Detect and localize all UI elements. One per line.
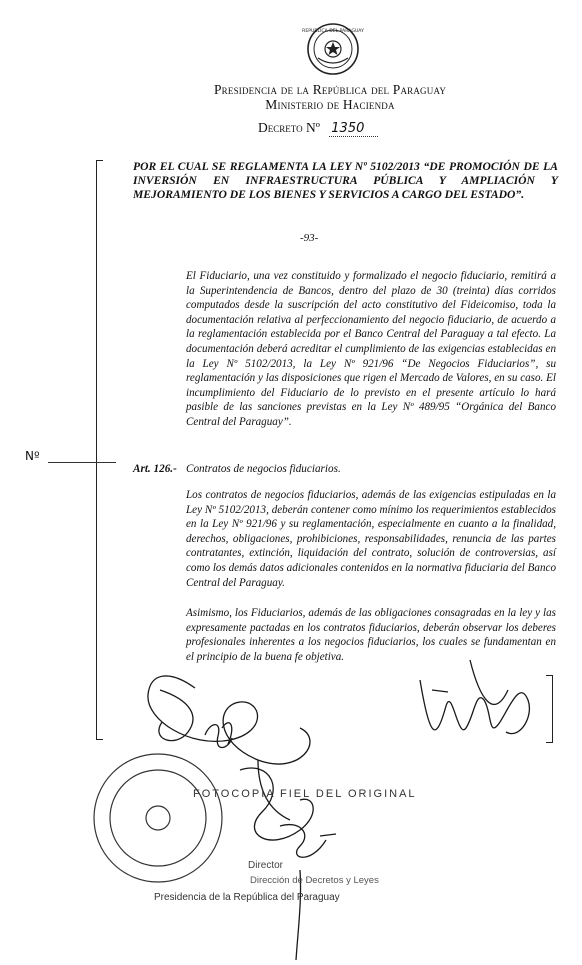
paragraph-contract-contents: Los contratos de negocios fiduciarios, además de las exigencias estipuladas en la Ley Nº 5102/2013, deberán contener como mínimo los requerimientos establecidos en la Ley Nº 921/96 y su reglamentación, especialmente en cuanto a la finalidad, derechos, obligaciones, prohibiciones, responsabilidades, renuncia de las partes contratantes, extinción, liquidación del contrato, solución de controversias, así como los demás datos adicionales contenidos en la normativa fiduciaria del Banco Central del Paraguay. bbox=[186, 489, 556, 589]
decree-number-line bbox=[258, 120, 378, 137]
certifier-title: Director bbox=[248, 860, 284, 871]
margin-number-line bbox=[48, 462, 116, 463]
header-ministry: Ministerio de Hacienda bbox=[265, 97, 395, 112]
page-number: -93- bbox=[300, 232, 319, 244]
certifier-institution: Presidencia de la República del Paraguay bbox=[154, 892, 340, 903]
right-margin-bracket bbox=[546, 675, 553, 743]
header-presidency: Presidencia de la República del Paraguay bbox=[213, 82, 447, 97]
svg-text:REPUBLICA DEL PARAGUAY: REPUBLICA DEL PARAGUAY bbox=[302, 29, 364, 34]
decree-number: 1350 bbox=[329, 121, 378, 137]
decree-label: Decreto Nº bbox=[258, 120, 320, 135]
decree-title: POR EL CUAL SE REGLAMENTA LA LEY Nº 5102/2013 “DE PROMOCIÓN DE LA INVERSIÓN EN INFRAESTRUCTURA PÚBLICA Y AMPLIACIÓN Y MEJORAMIENTO DE LOS BIENES Y SERVICIOS A CARGO DEL ESTADO”. bbox=[133, 160, 558, 202]
left-signature-icon bbox=[148, 676, 310, 764]
certifier-office: Dirección de Decretos y Leyes bbox=[250, 875, 379, 886]
article-label: Art. 126.- bbox=[133, 463, 177, 475]
paragraph-fiduciary-remittance: El Fiduciario, una vez constituido y formalizado el negocio fiduciario, remitirá a la Superintendencia de Bancos, dentro del plazo de 30 (treinta) días corridos computados desde la suscripción del acto constitutivo del Fideicomiso, toda la documentación relativa al perfeccionamiento del negocio fiduciario, de acuerdo a la reglamentación establecida por el Banco Central del Paraguay a tal efecto. La documentación deberá acreditar el cumplimiento de las exigencias establecidas en la Ley Nº 5102/2013, la Ley Nº 921/96 “De Negocios Fiduciarios”, su reglamentación y las disposiciones que rigen el Mercado de Valores, en su caso. El incumplimiento del Fiduciario de lo previsto en el presente artículo lo hará pasible de las sanciones previstas en la Ley Nº 489/95 “Orgánica del Banco Central del Paraguay”. bbox=[186, 270, 556, 428]
left-margin-bracket bbox=[96, 160, 103, 740]
national-seal-icon bbox=[302, 22, 364, 76]
margin-number-label: Nº bbox=[25, 449, 40, 463]
certified-copy-stamp: FOTOCOPIA FIEL DEL ORIGINAL bbox=[193, 788, 417, 800]
right-signature-icon bbox=[420, 660, 529, 734]
article-title: Contratos de negocios fiduciarios. bbox=[186, 463, 341, 475]
round-stamp-icon bbox=[94, 754, 222, 882]
paragraph-fiduciary-duties: Asimismo, los Fiduciarios, además de las obligaciones consagradas en la ley y las expresamente pactadas en los contratos fiduciarios, deberán observar los deberes profesionales inherentes a los negocios fiduciarios, los cuales se fundamentan en el principio de la buena fe objetiva. bbox=[186, 607, 556, 663]
